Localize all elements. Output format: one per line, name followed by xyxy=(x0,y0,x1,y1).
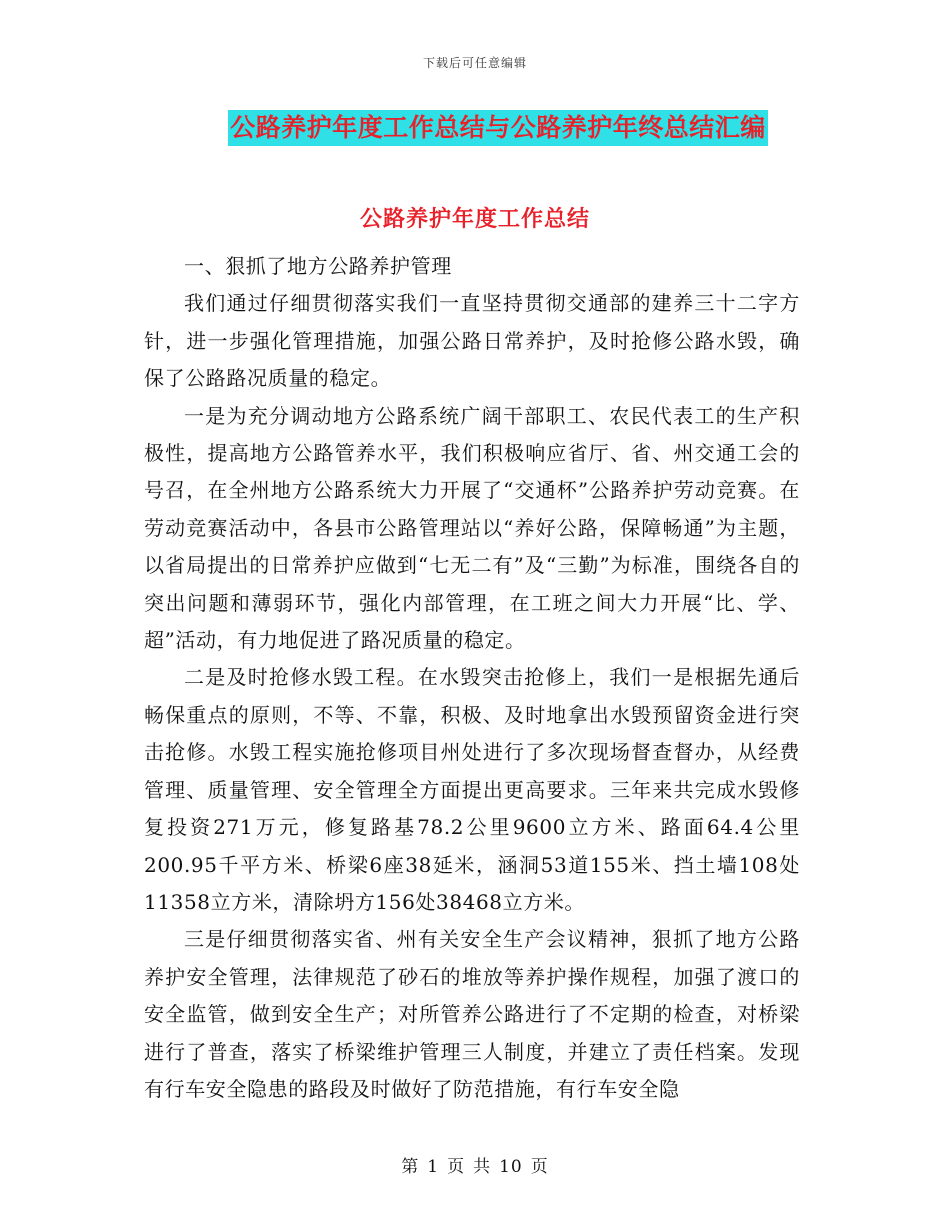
section-title: 公路养护年度工作总结 xyxy=(359,207,590,232)
body-text xyxy=(144,248,800,1108)
paragraph-point-3: 三是仔细贯彻落实省、州有关安全生产会议精神，狠抓了地方公路养护安全管理，法律规范了砂石的堆放等养护操作规程，加强了渡口的安全监管，做到安全生产；对所管养公路进行了不定期的检查，对桥梁进行了普查，落实了桥梁维护管理三人制度，并建立了责任档案。发现有行车安全隐患的路段及时做好了防范措施，有行车安全隐 xyxy=(144,927,800,1101)
paragraph-point-2: 二是及时抢修水毁工程。在水毁突击抢修上，我们一是根据先通后畅保重点的原则，不等、不靠，积极、及时地拿出水毁预留资金进行突击抢修。水毁工程实施抢修项目州处进行了多次现场督查督办，从经费管理、质量管理、安全管理全方面提出更高要求。三年来共完成水毁修复投资271万元，修复路基78.2公里9600立方米、路面64.4公里200.95千平方米、桥梁6座38延米，涵洞53道155米、挡土墙108处11358立方米，清除坍方156处38468立方米。 xyxy=(144,665,800,914)
page-footer xyxy=(0,1152,950,1177)
paragraph-heading-1: 一、狠抓了地方公路养护管理 xyxy=(184,254,452,278)
footer-suffix: 页 xyxy=(530,1157,549,1177)
paragraph-point-1: 一是为充分调动地方公路系统广阔干部职工、农民代表工的生产积极性，提高地方公路管养水平，我们积极响应省厅、省、州交通工会的号召，在全州地方公路系统大力开展了“交通杯”公路养护劳动竞赛。在劳动竞赛活动中，各县市公路管理站以“养好公路，保障畅通”为主题，以省局提出的日常养护应做到“七无二有”及“三勤”为标准，围绕各自的突出问题和薄弱环节，强化内部管理，在工班之间大力开展“比、学、超”活动，有力地促进了路况质量的稳定。 xyxy=(144,403,800,653)
paragraph-intro: 我们通过仔细贯彻落实我们一直坚持贯彻交通部的建养三十二字方针，进一步强化管理措施，加强公路日常养护，及时抢修公路水毁，确保了公路路况质量的稳定。 xyxy=(144,291,800,391)
main-title-wrap xyxy=(0,110,950,146)
document-title: 公路养护年度工作总结与公路养护年终总结汇编 xyxy=(228,110,768,146)
header-note: 下载后可任意编辑 xyxy=(422,56,527,70)
footer-total-label: 共 xyxy=(473,1157,492,1177)
footer-prefix: 第 xyxy=(401,1157,420,1177)
footer-page-label: 页 xyxy=(447,1157,466,1177)
footer-total-pages: 10 xyxy=(499,1157,523,1177)
footer-page-number: 1 xyxy=(427,1157,440,1177)
